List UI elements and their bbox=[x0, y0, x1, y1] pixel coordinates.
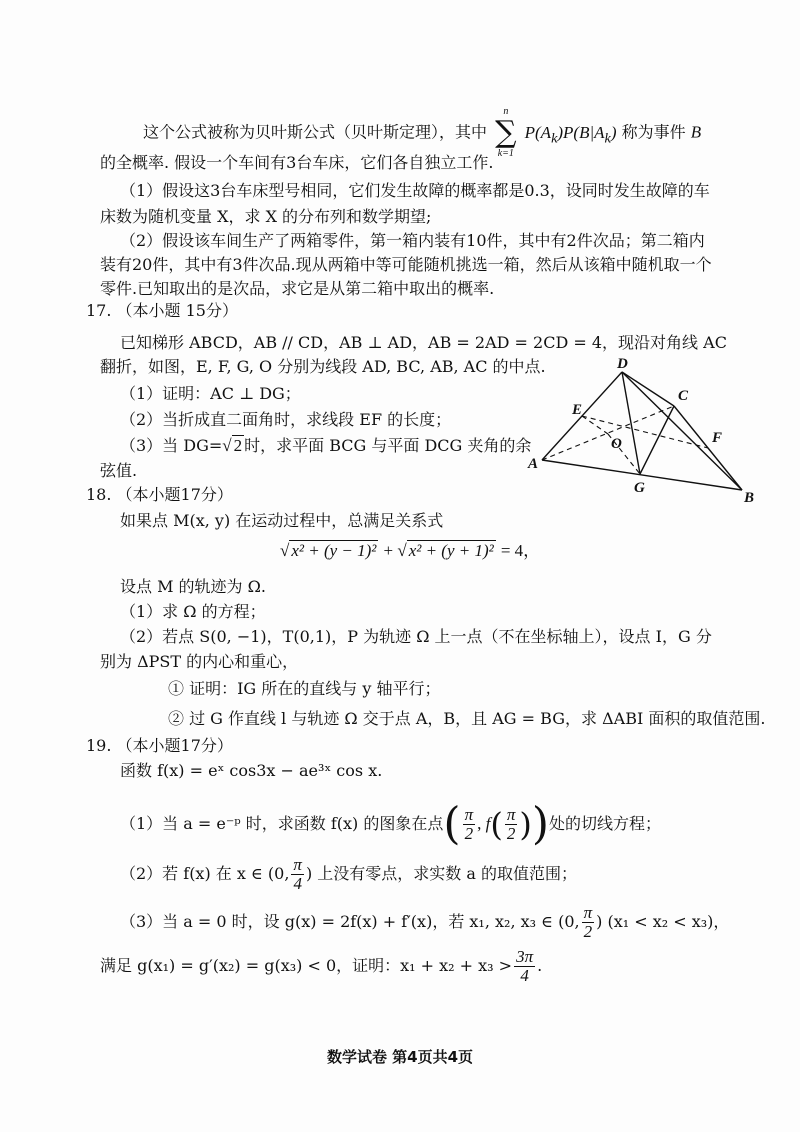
p19-header: 19. （本小题17分） bbox=[86, 736, 233, 755]
segment-EF-dashed bbox=[582, 416, 708, 448]
p17-sub-3 bbox=[120, 435, 531, 457]
frac-3pi-den: 4 bbox=[520, 966, 529, 985]
p19-sub-2 bbox=[120, 856, 577, 893]
intro-line-2: 的全概率. 假设一个车间有3台车床，它们各自独立工作. bbox=[100, 153, 494, 172]
p17-sub-3-b: 时，求平面 BCG 与平面 DCG 夹角的余 bbox=[244, 436, 532, 455]
frac-pi-inner: π bbox=[506, 805, 516, 824]
label-G: G bbox=[634, 480, 645, 496]
frac-pi-2-num: π bbox=[583, 903, 593, 922]
sum-symbol: n ∑ k=1 bbox=[495, 106, 517, 159]
frac-pi-4-den: 4 bbox=[293, 874, 302, 893]
label-B: B bbox=[744, 490, 755, 506]
p17-line-1: 已知梯形 ABCD，AB // CD，AB ⊥ AD，AB = 2AD = 2CD = 4，现沿对角线 AC bbox=[120, 333, 727, 352]
p19-sub-1-b: 处的切线方程； bbox=[549, 814, 662, 833]
p18-sub-2-1: ① 证明：IG 所在的直线与 y 轴平行； bbox=[168, 679, 441, 698]
p18-sub-2-2: ② 过 G 作直线 l 与轨迹 Ω 交于点 A，B，且 AG = BG，求 ΔABI 面积的取值范围. bbox=[168, 709, 766, 728]
intro-text-b: 称为事件 bbox=[621, 122, 686, 142]
p19-sub-1-a: （1）当 a = e⁻ᵖ 时，求函数 f(x) 的图象在点 bbox=[120, 814, 444, 833]
p19-sub-3-cond bbox=[100, 948, 542, 985]
p19-sub-3-a: （3）当 a = 0 时，设 g(x) = 2f(x) + f′(x)，若 x₁, x₂, x₃ ∈ (0, bbox=[120, 912, 580, 931]
event-b: B bbox=[690, 122, 702, 142]
label-C: C bbox=[678, 388, 689, 404]
p18-sub-2-a: （2）若点 S(0, −1)，T(0,1)，P 为轨迹 Ω 上一点（不在坐标轴上），设点 I，G 分 bbox=[120, 627, 712, 646]
label-A: A bbox=[528, 456, 539, 472]
p19-sub-1: （1）当 a = e⁻ᵖ 时，求函数 f(x) 的图象在点( $\frac{\pi}{2}$ , f( $\frac{\pi}{2}$ ))处的切线方程； bbox=[120, 798, 662, 850]
q1-line-b: 床数为随机变量 X，求 X 的分布列和数学期望; bbox=[100, 207, 432, 226]
edge-DC bbox=[622, 372, 674, 406]
sqrt-term-2: √ x² + (y + 1)² bbox=[397, 541, 494, 560]
q2-line-c: 零件.已知取出的是次品，求它是从第二箱中取出的概率. bbox=[100, 279, 495, 298]
p18-sub-1: （1）求 Ω 的方程； bbox=[120, 602, 266, 621]
p18-sub-2-b: 别为 ΔPST 的内心和重心， bbox=[100, 652, 299, 671]
frac-pi-4-num: π bbox=[293, 855, 302, 874]
q2-line-a: （2）假设该车间生产了两箱零件，第一箱内装有10件，其中有2件次品；第二箱内 bbox=[120, 231, 705, 250]
label-D: D bbox=[617, 356, 628, 372]
p17-sub-3-a: （3）当 DG= bbox=[120, 436, 223, 455]
p19-sub-2-a: （2）若 f(x) 在 x ∈ (0, bbox=[120, 864, 290, 883]
p19-sub-3-d: . bbox=[537, 956, 543, 975]
p19-sub-3-b: ) (x₁ < x₂ < x₃)， bbox=[596, 912, 730, 931]
p17-line-2: 翻折，如图，E, F, G, O 分别为线段 AD, BC, AB, AC 的中点. bbox=[100, 357, 546, 376]
equation-rhs: = 4， bbox=[500, 541, 541, 560]
p17-sub-3-c: 弦值. bbox=[100, 461, 138, 480]
f-symbol: f bbox=[485, 814, 491, 833]
frac-3pi-num: 3π bbox=[516, 947, 534, 966]
p18-equation: √ x² + (y − 1)² + √ x² + (y + 1)² = 4， bbox=[280, 541, 541, 560]
total-probability-expr: $P(A_k)P(B|A_k)$ bbox=[524, 122, 617, 146]
page-footer: 数学试卷 第4页共4页 bbox=[326, 1048, 474, 1066]
label-O: O bbox=[611, 436, 622, 452]
p17-header: 17. （本小题 15分） bbox=[86, 301, 238, 320]
p17-sub-1: （1）证明：AC ⊥ DG； bbox=[120, 384, 301, 403]
label-F: F bbox=[712, 430, 723, 446]
frac-pi-2-den: 2 bbox=[583, 922, 593, 941]
p17-sub-2: （2）当折成直二面角时，求线段 EF 的长度； bbox=[120, 410, 452, 429]
frac-two: 2 bbox=[464, 824, 474, 843]
edge-AC-dashed bbox=[542, 406, 674, 460]
sqrt2: √ 2 bbox=[222, 436, 243, 455]
p19-sub-2-b: ) 上没有零点，求实数 a 的取值范围； bbox=[305, 864, 577, 883]
edge-CG bbox=[640, 406, 674, 474]
q1-line-a: （1）假设这3台车床型号相同，它们发生故障的概率都是0.3，设同时发生故障的车 bbox=[120, 181, 710, 200]
label-E: E bbox=[572, 402, 583, 418]
p18-line-2: 设点 M 的轨迹为 Ω. bbox=[120, 577, 266, 596]
p18-header: 18. （本小题17分） bbox=[86, 485, 233, 504]
p19-sub-3 bbox=[120, 904, 729, 941]
p18-line-1: 如果点 M(x, y) 在运动过程中，总满足关系式 bbox=[120, 511, 444, 530]
folded-trapezoid-figure bbox=[520, 356, 760, 506]
sqrt-term-2-body: x² + (y + 1)² bbox=[408, 541, 494, 560]
p19-function: 函数 f(x) = eˣ cos3x − ae³ˣ cos x. bbox=[120, 761, 383, 780]
p19-sub-3-c: 满足 g(x₁) = g′(x₂) = g(x₃) < 0，证明：x₁ + x₂ + x₃ > bbox=[100, 956, 513, 975]
frac-pi: π bbox=[464, 805, 474, 824]
sqrt-term-1: √ x² + (y − 1)² bbox=[280, 541, 377, 560]
intro-text-a: 这个公式被称为贝叶斯公式（贝叶斯定理），其中 bbox=[143, 122, 488, 142]
segment-EO-dashed bbox=[582, 416, 608, 434]
frac-two-inner: 2 bbox=[506, 824, 516, 843]
q2-line-b: 装有20件，其中有3件次品.现从两箱中等可能随机挑选一箱，然后从该箱中随机取一个 bbox=[100, 255, 712, 274]
sqrt-term-1-body: x² + (y − 1)² bbox=[291, 541, 377, 560]
